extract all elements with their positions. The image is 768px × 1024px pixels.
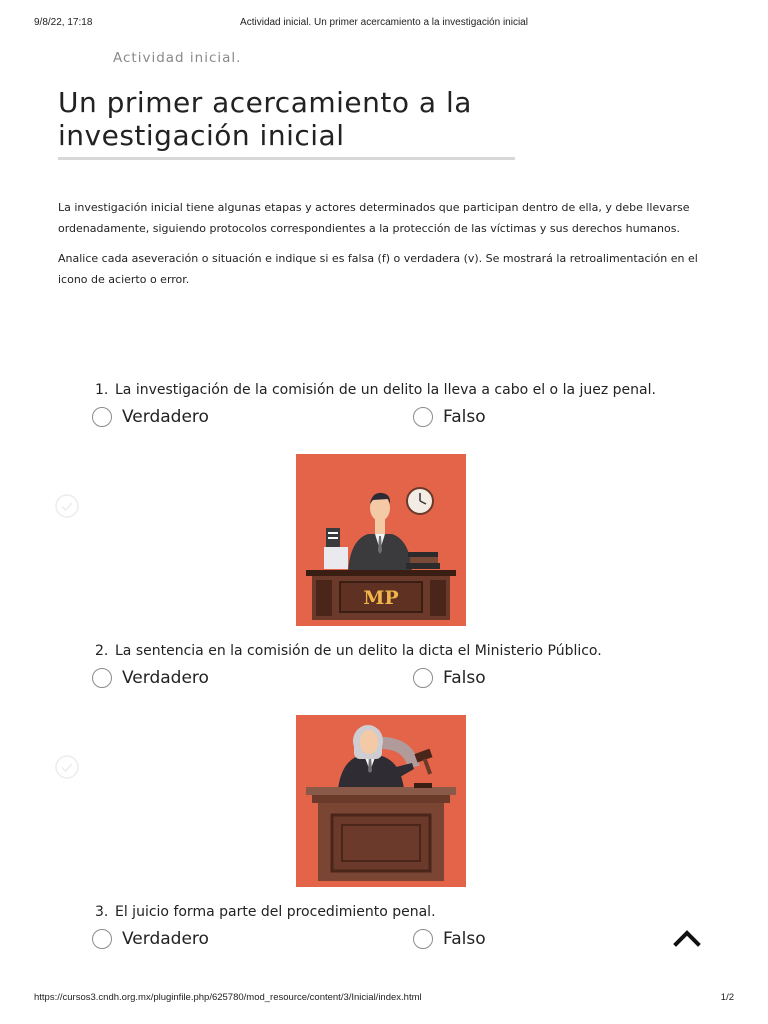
radio-button[interactable] xyxy=(413,407,433,427)
question-1 xyxy=(95,382,656,398)
feedback-check-icon xyxy=(55,755,79,779)
print-datetime: 9/8/22, 17:18 xyxy=(34,17,93,28)
question-text: La sentencia en la comisión de un delito la dicta el Ministerio Público. xyxy=(115,643,602,659)
illustration-judge xyxy=(296,715,466,887)
intro-paragraph-2: Analice cada aseveración o situación e indique si es falsa (f) o verdadera (v). Se mostrará la retroalimentación en el icono de acierto o error. xyxy=(58,252,698,286)
question-3 xyxy=(95,904,436,920)
ministerio-publico-image xyxy=(296,454,466,626)
radio-button[interactable] xyxy=(92,668,112,688)
question-text: El juicio forma parte del procedimiento penal. xyxy=(115,904,436,920)
illustration-ministerio-publico xyxy=(296,454,466,626)
intro-paragraph-1: La investigación inicial tiene algunas etapas y actores determinados que participan dentro de ella, y debe llevarse ordenadamente, siguiendo protocolos correspondientes a la protección de las víctimas y sus derechos humanos. xyxy=(58,201,690,235)
q1-option-verdadero[interactable] xyxy=(92,407,209,427)
q2-option-falso[interactable] xyxy=(413,668,486,688)
option-label: Verdadero xyxy=(122,929,209,949)
question-number: 2. xyxy=(95,643,109,659)
option-label: Falso xyxy=(443,407,486,427)
q3-option-verdadero[interactable] xyxy=(92,929,209,949)
q1-option-falso[interactable] xyxy=(413,407,486,427)
title-divider xyxy=(58,157,515,160)
question-2 xyxy=(95,643,602,659)
radio-button[interactable] xyxy=(92,929,112,949)
page-title-line1: Un primer acercamiento a la xyxy=(58,86,472,119)
question-text: La investigación de la comisión de un delito la lleva a cabo el o la juez penal. xyxy=(115,382,656,398)
radio-button[interactable] xyxy=(92,407,112,427)
question-number: 1. xyxy=(95,382,109,398)
option-label: Falso xyxy=(443,929,486,949)
radio-button[interactable] xyxy=(413,668,433,688)
q2-option-verdadero[interactable] xyxy=(92,668,209,688)
chevron-up-icon[interactable] xyxy=(672,926,702,950)
feedback-check-icon xyxy=(55,494,79,518)
mp-desk-label: MP xyxy=(363,587,399,609)
q3-option-falso[interactable] xyxy=(413,929,486,949)
option-label: Verdadero xyxy=(122,668,209,688)
option-label: Falso xyxy=(443,668,486,688)
print-doc-title: Actividad inicial. Un primer acercamiento a la investigación inicial xyxy=(240,17,528,28)
question-number: 3. xyxy=(95,904,109,920)
page-title-line2: investigación inicial xyxy=(58,119,345,152)
judge-image xyxy=(296,715,466,887)
page-title xyxy=(58,86,528,152)
print-url: https://cursos3.cndh.org.mx/pluginfile.php/625780/mod_resource/content/3/Inicial/index.html xyxy=(34,992,422,1003)
radio-button[interactable] xyxy=(413,929,433,949)
activity-subtitle: Actividad inicial. xyxy=(113,50,242,66)
option-label: Verdadero xyxy=(122,407,209,427)
print-page-number: 1/2 xyxy=(720,992,734,1003)
